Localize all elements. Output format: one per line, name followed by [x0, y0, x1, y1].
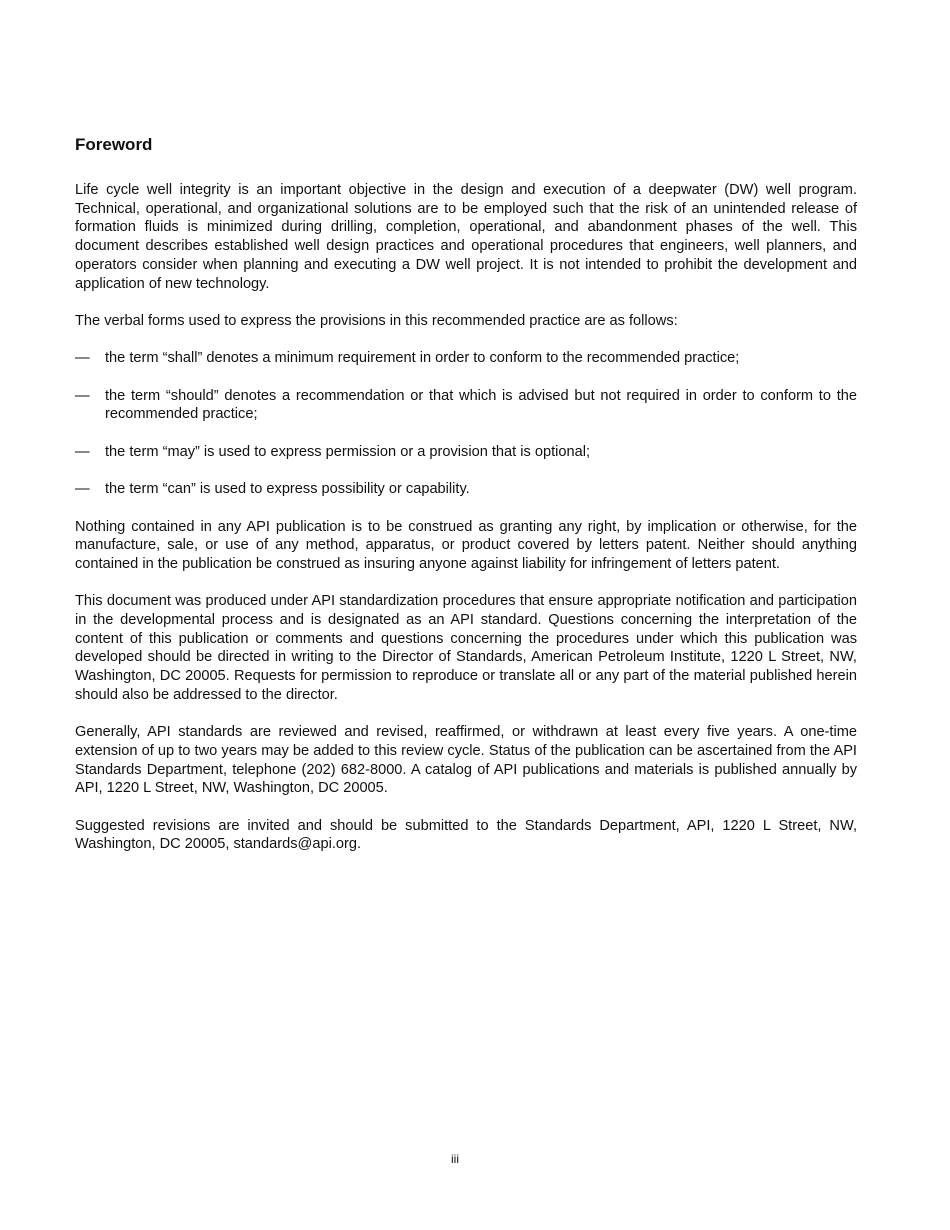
dash-bullet: — — [75, 443, 90, 460]
dash-bullet: — — [75, 387, 90, 404]
page-number: iii — [451, 1152, 459, 1166]
section-heading: Foreword — [75, 135, 153, 154]
dash-bullet: — — [75, 481, 90, 498]
paragraph-standardization: This document was produced under API standardization procedures that ensure appropriate notification and participation in the developmental process and is designated as an API standard. Questions concerning the interpretation of the content of this publication or comments and questions concerning the procedures under which this publication was developed should be directed in writing to the Director of Standards, American Petroleum Institute, 1220 L Street, NW, Washington, DC 20005. Requests for permission to reproduce or translate all or any part of the material published herein should also be addressed to the director. — [75, 593, 857, 703]
paragraph-revisions: Suggested revisions are invited and should be submitted to the Standards Department, API, 1220 L Street, NW, Washington, DC 20005, standards@api.org. — [75, 817, 857, 853]
document-page — [75, 134, 857, 873]
list-item-text: the term “should” denotes a recommendation or that which is advised but not required in order to conform to the recommended practice; — [105, 387, 857, 423]
list-item — [75, 387, 857, 424]
list-item — [75, 443, 857, 462]
list-item-text: the term “can” is used to express possibility or capability. — [105, 481, 470, 498]
paragraph-review-cycle: Generally, API standards are reviewed and revised, reaffirmed, or withdrawn at least every five years. A one-time extension of up to two years may be added to this review cycle. Status of the publication can be ascertained from the API Standards Department, telephone (202) 682-8000. A catalog of API publications and materials is published annually by API, 1220 L Street, NW, Washington, DC 20005. — [75, 724, 857, 797]
paragraph-intro: Life cycle well integrity is an important objective in the design and execution of a deepwater (DW) well program. Technical, operational, and organizational solutions are to be employed such that the risk of an unintended release of formation fluids is minimized during drilling, completion, operational, and abandonment phases of the well. This document describes established well design practices and operational procedures that engineers, well planners, and operators consider when planning and executing a DW well project. It is not intended to prohibit the development and application of new technology. — [75, 182, 857, 292]
list-item — [75, 480, 857, 499]
paragraph-verbal-forms: The verbal forms used to express the provisions in this recommended practice are as follows: — [75, 312, 678, 329]
list-item-text: the term “may” is used to express permission or a provision that is optional; — [105, 443, 591, 460]
list-item-text: the term “shall” denotes a minimum requirement in order to conform to the recommended practice; — [105, 350, 740, 367]
dash-bullet: — — [75, 350, 90, 367]
paragraph-patent: Nothing contained in any API publication is to be construed as granting any right, by implication or otherwise, for the manufacture, sale, or use of any method, apparatus, or product covered by letters patent. Neither should anything contained in the publication be construed as insuring anyone against liability for infringement of letters patent. — [75, 518, 857, 572]
list-item — [75, 349, 857, 368]
